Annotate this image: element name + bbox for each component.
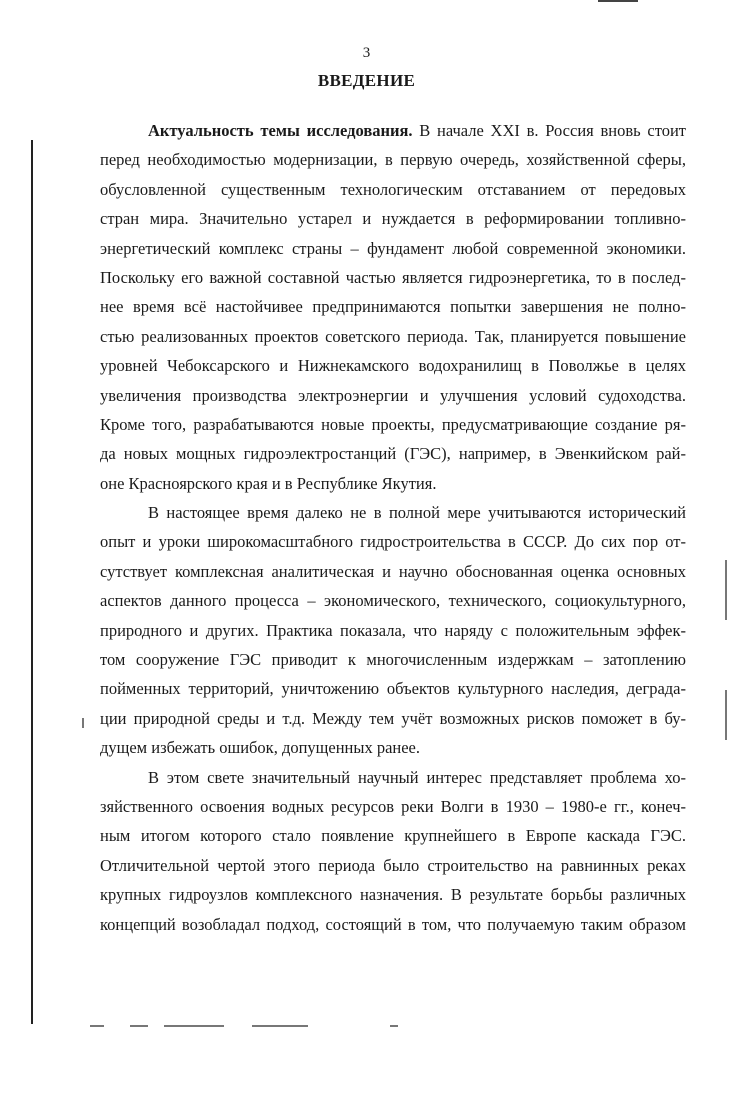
text-line: пойменных территорий, уничтожению объектов культурного наследия, деграда- — [100, 679, 686, 699]
paragraph-3 — [100, 763, 686, 939]
text-line: уровней Чебоксарского и Нижнекамского водохранилищ в Поволжье в целях — [100, 356, 686, 376]
text-line: нее время всё настойчивее предпринимаются попытки завершения не полно- — [100, 297, 686, 317]
text-line: опыт и уроки широкомасштабного гидростроительства в СССР. До сих пор от- — [100, 532, 686, 552]
text-line: Кроме того, разрабатываются новые проекты, предусматривающие создание ря- — [100, 414, 686, 434]
text-line: В этом свете значительный научный интерес представляет проблема хо- — [148, 767, 686, 787]
text-line: сутствует комплексная аналитическая и научно обоснованная оценка основных — [100, 561, 686, 581]
text-line: Поскольку его важной составной частью является гидроэнергетика, то в послед- — [100, 267, 686, 287]
text-line: увеличения производства электроэнергии и улучшения условий судоходства. — [100, 385, 686, 405]
lead-phrase: Актуальность темы исследования. — [148, 121, 413, 140]
scan-edge-mark — [598, 0, 638, 2]
text-span: В начале XXI в. Россия вновь стоит — [412, 121, 686, 140]
scan-edge-mark — [725, 560, 727, 620]
scan-dash — [252, 1025, 308, 1027]
scan-edge-mark — [725, 690, 727, 740]
text-line: ции природной среды и т.д. Между тем учёт возможных рисков поможет в бу- — [100, 708, 686, 728]
text-line: стран мира. Значительно устарел и нуждается в реформировании топливно- — [100, 209, 686, 229]
text-line: перед необходимостью модернизации, в первую очередь, хозяйственной сферы, — [100, 150, 686, 170]
text-line: аспектов данного процесса – экономического, технического, социокультурного, — [100, 591, 686, 611]
text-line: зяйственного освоения водных ресурсов реки Волги в 1930 – 1980-е гг., конеч- — [100, 796, 686, 816]
page-number: 3 — [362, 45, 371, 61]
text-line: ным итогом которого стало появление крупнейшего в Европе каскада ГЭС. — [100, 826, 686, 846]
scan-binding-line — [31, 140, 33, 1024]
scan-artifact — [82, 718, 84, 728]
scan-dash — [390, 1025, 398, 1027]
scan-dash — [130, 1025, 148, 1027]
text-line: природного и других. Практика показала, что наряду с положительным эффек- — [100, 620, 686, 640]
text-line: энергетический комплекс страны – фундамент любой современной экономики. — [100, 238, 686, 258]
text-line: оне Красноярского края и в Республике Якутия. — [100, 473, 437, 493]
text-line: Отличительной чертой этого периода было строительство на равнинных реках — [100, 855, 686, 875]
text-line: концепций возобладал подход, состоящий в том, что получаемую таким образом — [100, 914, 686, 934]
paragraph-1 — [100, 116, 686, 498]
document-body — [100, 116, 686, 939]
text-line — [100, 116, 686, 145]
scan-dash — [164, 1025, 224, 1027]
scan-footer-marks — [90, 1025, 410, 1029]
text-line: обусловленной существенным технологическим отставанием от передовых — [100, 179, 686, 199]
text-line: В настоящее время далеко не в полной мере учитываются исторический — [148, 503, 686, 523]
page-title: ВВЕДЕНИЕ — [317, 71, 416, 90]
text-line: да новых мощных гидроэлектростанций (ГЭС), например, в Эвенкийском рай- — [100, 444, 686, 464]
text-line: стью реализованных проектов советского периода. Так, планируется повышение — [100, 326, 686, 346]
text-line: дущем избежать ошибок, допущенных ранее. — [100, 738, 420, 758]
text-line: крупных гидроузлов комплексного назначения. В результате борьбы различных — [100, 885, 686, 905]
text-line: том сооружение ГЭС приводит к многочисленным издержкам – затоплению — [100, 650, 686, 670]
paragraph-2 — [100, 498, 686, 763]
scan-dash — [90, 1025, 104, 1027]
